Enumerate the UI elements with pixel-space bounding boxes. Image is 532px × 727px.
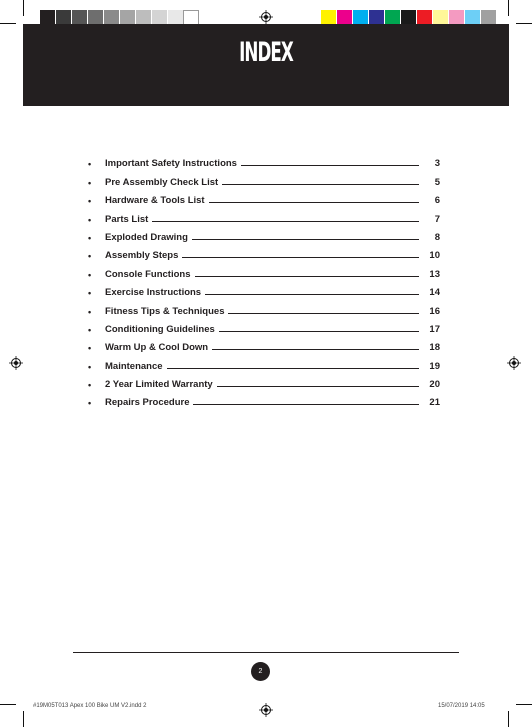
index-entry-label: Console Functions (105, 268, 191, 280)
index-list (88, 151, 440, 408)
index-entry-page: 20 (429, 379, 440, 391)
color-swatch (432, 10, 448, 25)
index-entry-label: Conditioning Guidelines (105, 323, 215, 335)
index-entry-label: Maintenance (105, 360, 163, 372)
index-entry (88, 225, 440, 243)
page-number-badge: 2 (251, 662, 270, 681)
color-swatch (151, 10, 167, 25)
leader-line (217, 386, 419, 387)
bullet-icon: • (88, 306, 92, 317)
index-entry-page: 14 (429, 287, 440, 299)
index-entry-page: 16 (429, 305, 440, 317)
index-entry-page: 8 (434, 231, 440, 243)
index-entry-label: Assembly Steps (105, 250, 179, 262)
crop-mark (516, 23, 532, 24)
bullet-icon: • (88, 159, 92, 170)
leader-line (195, 276, 420, 277)
crop-mark (508, 0, 509, 16)
index-entry (88, 317, 440, 335)
crop-mark (23, 711, 24, 727)
index-entry-page: 19 (429, 360, 440, 372)
bullet-icon: • (88, 324, 92, 335)
bullet-icon: • (88, 177, 92, 188)
color-swatch (448, 10, 464, 25)
index-entry (88, 243, 440, 261)
index-entry (88, 261, 440, 279)
crop-mark (0, 704, 16, 705)
index-entry (88, 206, 440, 224)
color-swatch (464, 10, 480, 25)
crop-mark (516, 704, 532, 705)
crop-mark (0, 23, 16, 24)
color-swatch (352, 10, 368, 25)
index-entry-label: Important Safety Instructions (105, 158, 237, 170)
index-entry (88, 151, 440, 169)
index-entry-page: 10 (429, 250, 440, 262)
index-entry (88, 335, 440, 353)
color-swatch (480, 10, 496, 25)
color-swatch (87, 10, 103, 25)
index-entry-page: 13 (429, 268, 440, 280)
index-entry (88, 298, 440, 316)
index-entry (88, 390, 440, 408)
color-swatch (416, 10, 432, 25)
color-swatch (103, 10, 119, 25)
slug-file-name: #19M05T013 Apex 100 Bike UM V2.indd 2 (33, 703, 147, 709)
leader-line (209, 202, 419, 203)
index-entry-label: Parts List (105, 213, 149, 225)
index-entry-label: Pre Assembly Check List (105, 176, 219, 188)
bullet-icon: • (88, 196, 92, 207)
leader-line (222, 184, 419, 185)
bullet-icon: • (88, 398, 92, 409)
index-entry-label: 2 Year Limited Warranty (105, 379, 213, 391)
process-color-bar (320, 10, 496, 25)
index-entry-page: 17 (429, 323, 440, 335)
index-entry (88, 188, 440, 206)
registration-mark-icon (507, 356, 521, 370)
color-swatch (71, 10, 87, 25)
color-swatch (39, 10, 55, 25)
crop-mark (508, 711, 509, 727)
color-swatch (55, 10, 71, 25)
bullet-icon: • (88, 361, 92, 372)
leader-line (182, 257, 419, 258)
color-swatch (320, 10, 336, 25)
index-entry-label: Fitness Tips & Techniques (105, 305, 225, 317)
index-entry-label: Hardware & Tools List (105, 195, 205, 207)
bullet-icon: • (88, 380, 92, 391)
index-entry-label: Exercise Instructions (105, 287, 202, 299)
leader-line (167, 368, 419, 369)
index-entry-page: 5 (434, 176, 440, 188)
index-entry (88, 169, 440, 187)
leader-line (241, 165, 419, 166)
index-entry-label: Exploded Drawing (105, 231, 188, 243)
leader-line (219, 331, 419, 332)
crop-mark (23, 0, 24, 16)
index-entry (88, 372, 440, 390)
index-entry-page: 6 (434, 195, 440, 207)
color-swatch (135, 10, 151, 25)
leader-line (193, 404, 419, 405)
index-entry (88, 353, 440, 371)
bullet-icon: • (88, 214, 92, 225)
slug-date: 15/07/2019 14:05 (438, 703, 485, 709)
color-swatch (368, 10, 384, 25)
color-swatch (183, 10, 199, 25)
bullet-icon: • (88, 269, 92, 280)
index-entry-page: 21 (429, 397, 440, 409)
leader-line (228, 313, 419, 314)
grayscale-color-bar (39, 10, 199, 25)
color-swatch (119, 10, 135, 25)
leader-line (192, 239, 419, 240)
bullet-icon: • (88, 288, 92, 299)
leader-line (152, 221, 419, 222)
leader-line (205, 294, 419, 295)
color-swatch (167, 10, 183, 25)
index-entry-page: 18 (429, 342, 440, 354)
bullet-icon: • (88, 343, 92, 354)
page-title: INDEX (239, 37, 293, 68)
leader-line (212, 349, 419, 350)
registration-mark-icon (259, 703, 273, 717)
registration-mark-icon (259, 10, 273, 24)
index-entry-page: 7 (434, 213, 440, 225)
index-entry-label: Repairs Procedure (105, 397, 190, 409)
bullet-icon: • (88, 232, 92, 243)
header-band (23, 24, 509, 106)
registration-mark-icon (9, 356, 23, 370)
color-swatch (336, 10, 352, 25)
footer-rule (73, 652, 459, 653)
color-swatch (384, 10, 400, 25)
index-entry-page: 3 (434, 158, 440, 170)
bullet-icon: • (88, 251, 92, 262)
color-swatch (400, 10, 416, 25)
index-entry (88, 280, 440, 298)
index-entry-label: Warm Up & Cool Down (105, 342, 209, 354)
